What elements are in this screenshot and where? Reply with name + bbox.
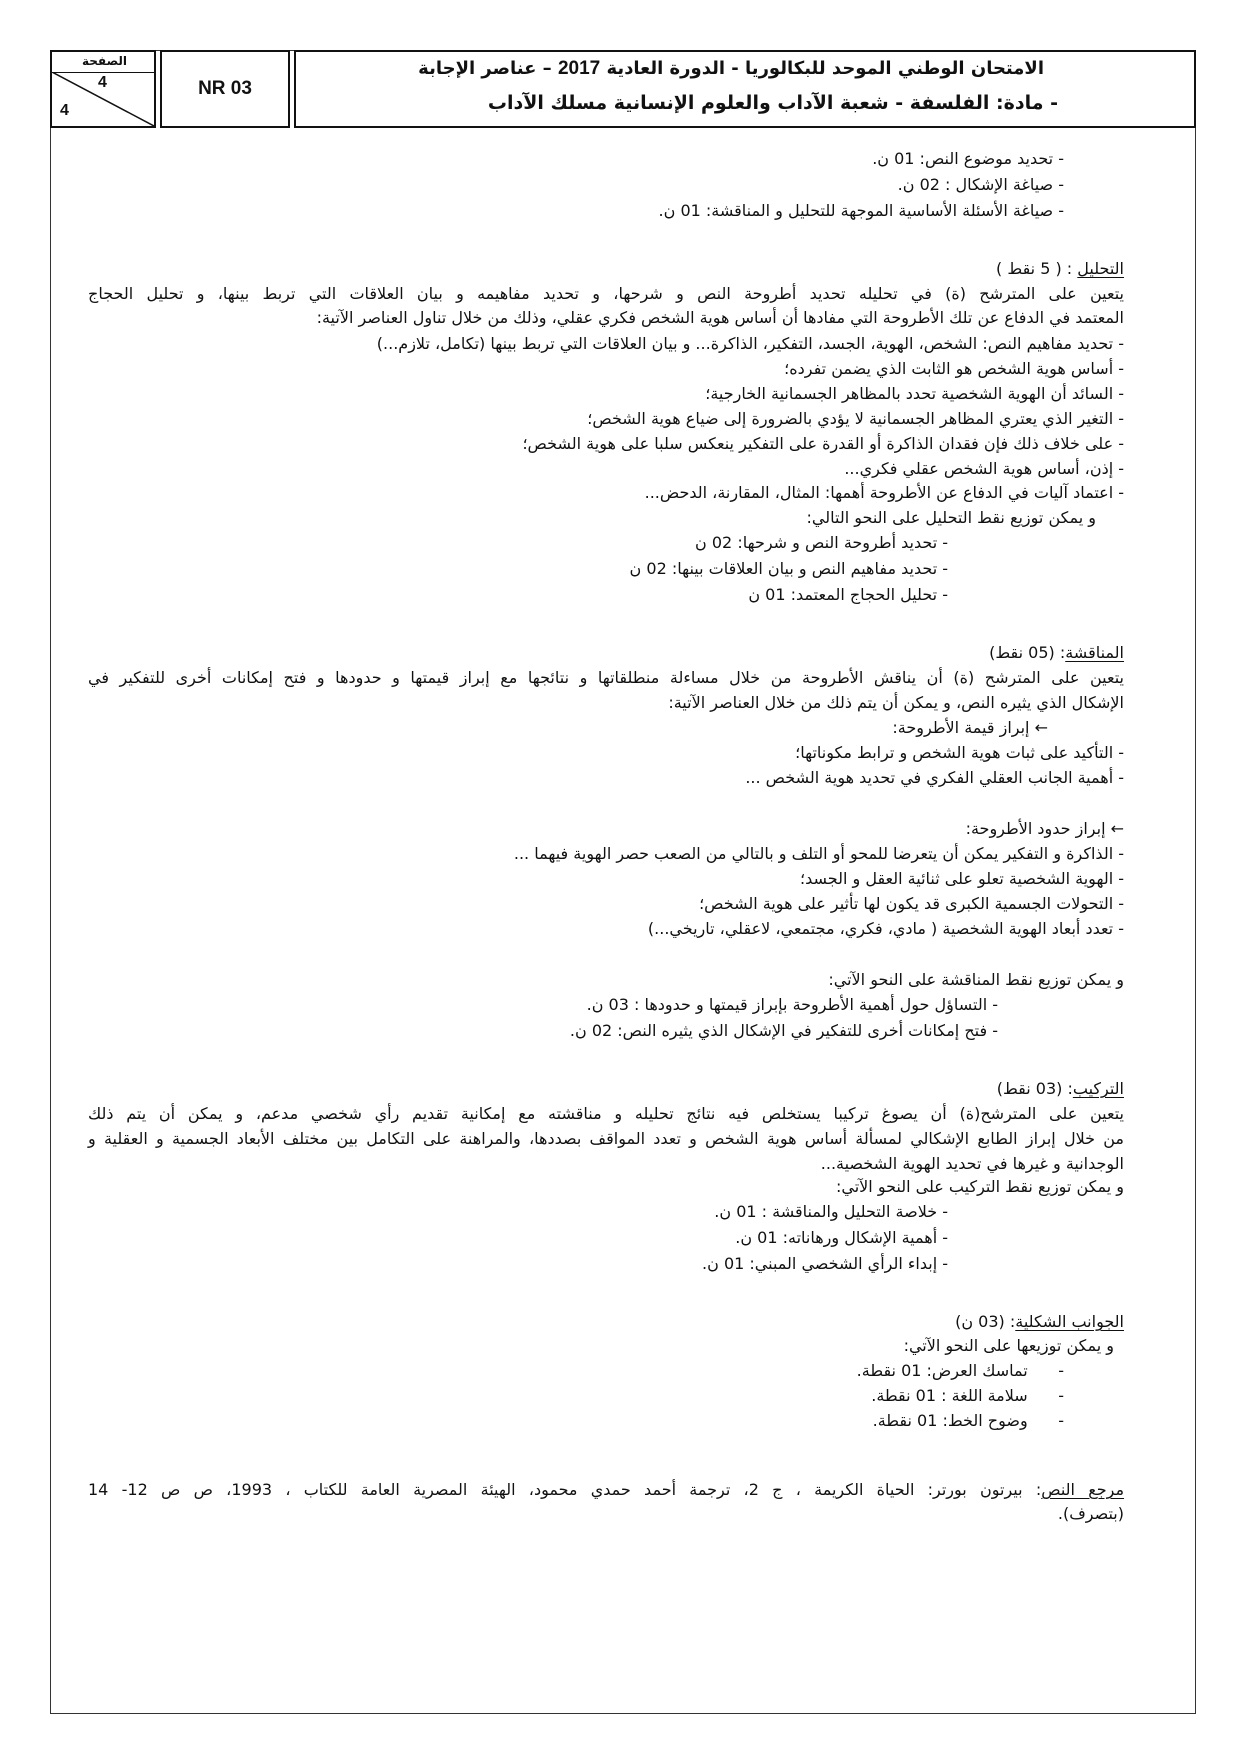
limits-item: - الذاكرة و التفكير يمكن أن يتعرضا للمحو أو التلف و بالتالي من الصعب حصر الهوية فيهما ...: [513, 844, 1124, 863]
analysis-item: - التغير الذي يعتري المظاهر الجسمانية لا يؤدي بالضرورة إلى ضياع هوية الشخص؛: [587, 409, 1124, 428]
limits-heading: ← إبراز حدود الأطروحة:: [965, 819, 1124, 838]
formal-item: - تماسك العرض: 01 نقطة.: [856, 1361, 1064, 1380]
intro-item: - صياغة الأسئلة الأساسية الموجهة للتحليل و المناقشة: 01 ن.: [658, 201, 1064, 220]
limits-item: - الهوية الشخصية تعلو على ثنائية العقل و الجسد؛: [800, 869, 1124, 888]
title-year: 2017: [557, 58, 601, 79]
synthesis-paragraph-line: يتعين على المترشح(ة) أن يصوغ تركيبا يستخلص فيه نتائج تحليله و مناقشته مع إمكانية تقديم رأي شخصي مدعم، و يمكن أن يتم ذلك: [88, 1104, 1124, 1123]
discussion-distribution-intro: و يمكن توزيع نقط المناقشة على النحو الآتي:: [828, 970, 1124, 989]
title-part-a: الامتحان الوطني الموحد للبكالوريا - الدورة العادية: [606, 58, 1044, 79]
formal-distribution-intro: و يمكن توزيعها على النحو الآتي:: [903, 1336, 1114, 1355]
discussion-heading-line: [989, 642, 1124, 664]
synthesis-distribution-intro: و يمكن توزيع نقط التركيب على النحو الآتي:: [836, 1177, 1124, 1196]
synthesis-distribution-item: - خلاصة التحليل والمناقشة : 01 ن.: [714, 1202, 948, 1221]
page-current: 4: [98, 74, 107, 91]
synthesis-heading-line: [997, 1078, 1124, 1100]
value-item: - التأكيد على ثبات هوية الشخص و ترابط مكوناتها؛: [795, 743, 1124, 762]
formal-item: - سلامة اللغة : 01 نقطة.: [871, 1386, 1064, 1405]
intro-item: - تحديد موضوع النص: 01 ن.: [872, 149, 1064, 168]
analysis-distribution-intro: و يمكن توزيع نقط التحليل على النحو التالي:: [806, 508, 1096, 527]
exam-code-text: NR 03: [198, 78, 252, 99]
page-number-box: [50, 50, 156, 128]
value-item: - أهمية الجانب العقلي الفكري في تحديد هوية الشخص ...: [745, 768, 1124, 787]
analysis-item: - السائد أن الهوية الشخصية تحدد بالمظاهر الجسمانية الخارجية؛: [705, 384, 1124, 403]
synthesis-points: : (03 نقط): [996, 1079, 1073, 1098]
synthesis-distribution-item: - أهمية الإشكال ورهاناته: 01 ن.: [735, 1228, 948, 1247]
reference-line: [88, 1479, 1124, 1501]
analysis-paragraph-line: المعتمد في الدفاع عن تلك الأطروحة التي مفادها أن أساس هوية الشخص فكري عقلي، وذلك من خلال تناول العناصر الآتية:: [316, 308, 1124, 327]
limits-item: - تعدد أبعاد الهوية الشخصية ( مادي، فكري، مجتمعي، لاعقلي، تاريخي...): [647, 919, 1124, 938]
analysis-item: - تحديد مفاهيم النص: الشخص، الهوية، الجسد، التفكير، الذاكرة... و بيان العلاقات التي تربط بينها (تكامل، تلازم...): [376, 334, 1124, 353]
formal-item-text: تماسك العرض: 01 نقطة.: [856, 1361, 1028, 1380]
formal-item-text: سلامة اللغة : 01 نقطة.: [871, 1386, 1028, 1405]
page-label: الصفحة: [82, 54, 128, 68]
intro-item: - صياغة الإشكال : 02 ن.: [897, 175, 1064, 194]
analysis-item: - أساس هوية الشخص هو الثابت الذي يضمن تفرده؛: [784, 359, 1124, 378]
discussion-heading: المناقشة: [1065, 643, 1124, 662]
discussion-paragraph-line: الإشكال الذي يثيره النص، و يمكن أن يتم ذلك من خلال العناصر الآتية:: [668, 693, 1124, 712]
exam-title-line2: - مادة: الفلسفة - شعبة الآداب والعلوم الإنسانية مسلك الآداب: [487, 92, 1058, 114]
formal-item-text: وضوح الخط: 01 نقطة.: [872, 1411, 1028, 1430]
title-part-b: – عناصر الإجابة: [418, 58, 552, 79]
synthesis-paragraph-line: من خلال إبراز الطابع الإشكالي لمسألة أساس هوية الشخص و تعدد المواقف بصددها، والمراهنة على التكامل بين مختلف الأبعاد الجسمية و العقلية و: [88, 1129, 1124, 1148]
synthesis-distribution-item: - إبداء الرأي الشخصي المبني: 01 ن.: [702, 1254, 948, 1273]
discussion-points: : (05 نقط): [989, 643, 1066, 662]
exam-title-box: [294, 50, 1196, 128]
analysis-points: : ( 5 نقط ): [996, 259, 1078, 278]
discussion-distribution-item: - التساؤل حول أهمية الأطروحة بإبراز قيمتها و حدودها : 03 ن.: [586, 995, 998, 1014]
formal-item: - وضوح الخط: 01 نقطة.: [872, 1411, 1064, 1430]
exam-title-line1: [418, 58, 1044, 80]
reference-heading: مرجع النص: [1041, 1480, 1125, 1499]
formal-heading-line: [955, 1311, 1124, 1333]
analysis-paragraph-line: يتعين على المترشح (ة) في تحليله تحديد أطروحة النص و شرحها، و تحديد مفاهيمه و بيان العلاقات التي تربط بينها، و تحليل الحجاج: [88, 284, 1124, 303]
analysis-item: - على خلاف ذلك فإن فقدان الذاكرة أو القدرة على التفكير ينعكس سلبا على هوية الشخص؛: [522, 434, 1124, 453]
formal-points: : (03 ن): [955, 1312, 1016, 1331]
value-heading: ← إبراز قيمة الأطروحة:: [892, 718, 1048, 737]
analysis-distribution-item: - تحديد مفاهيم النص و بيان العلاقات بينها: 02 ن: [629, 559, 948, 578]
reference-text: : بيرتون بورتر: الحياة الكريمة ، ج 2، ترجمة أحمد حمدي محمود، الهيئة المصرية العامة للكتاب ، 1993، ص ص 12- 14: [88, 1480, 1042, 1499]
analysis-heading: التحليل: [1077, 259, 1124, 278]
formal-heading: الجوانب الشكلية: [1015, 1312, 1124, 1331]
exam-code: [160, 50, 290, 128]
synthesis-paragraph-line: الوجدانية و غيرها في تحديد الهوية الشخصية...: [820, 1154, 1124, 1173]
header: [50, 50, 1196, 128]
limits-item: - التحولات الجسمية الكبرى قد يكون لها تأثير على هوية الشخص؛: [699, 894, 1124, 913]
analysis-distribution-item: - تحليل الحجاج المعتمد: 01 ن: [748, 585, 948, 604]
discussion-distribution-item: - فتح إمكانات أخرى للتفكير في الإشكال الذي يثيره النص: 02 ن.: [569, 1021, 998, 1040]
analysis-heading-line: [996, 258, 1124, 280]
discussion-paragraph-line: يتعين على المترشح (ة) أن يناقش الأطروحة من خلال مساءلة منطلقاتها و نتائجها مع إبراز قيمتها و حدودها و فتح إمكانات أخرى للتفكير في: [88, 668, 1124, 687]
analysis-distribution-item: - تحديد أطروحة النص و شرحها: 02 ن: [695, 533, 948, 552]
page-total: 4: [60, 102, 69, 119]
reference-line: (بتصرف).: [1057, 1504, 1124, 1523]
analysis-item: - إذن، أساس هوية الشخص عقلي فكري...: [844, 459, 1124, 478]
analysis-item: - اعتماد آليات في الدفاع عن الأطروحة أهمها: المثال، المقارنة، الدحض...: [644, 483, 1124, 502]
synthesis-heading: التركيب: [1072, 1079, 1124, 1098]
